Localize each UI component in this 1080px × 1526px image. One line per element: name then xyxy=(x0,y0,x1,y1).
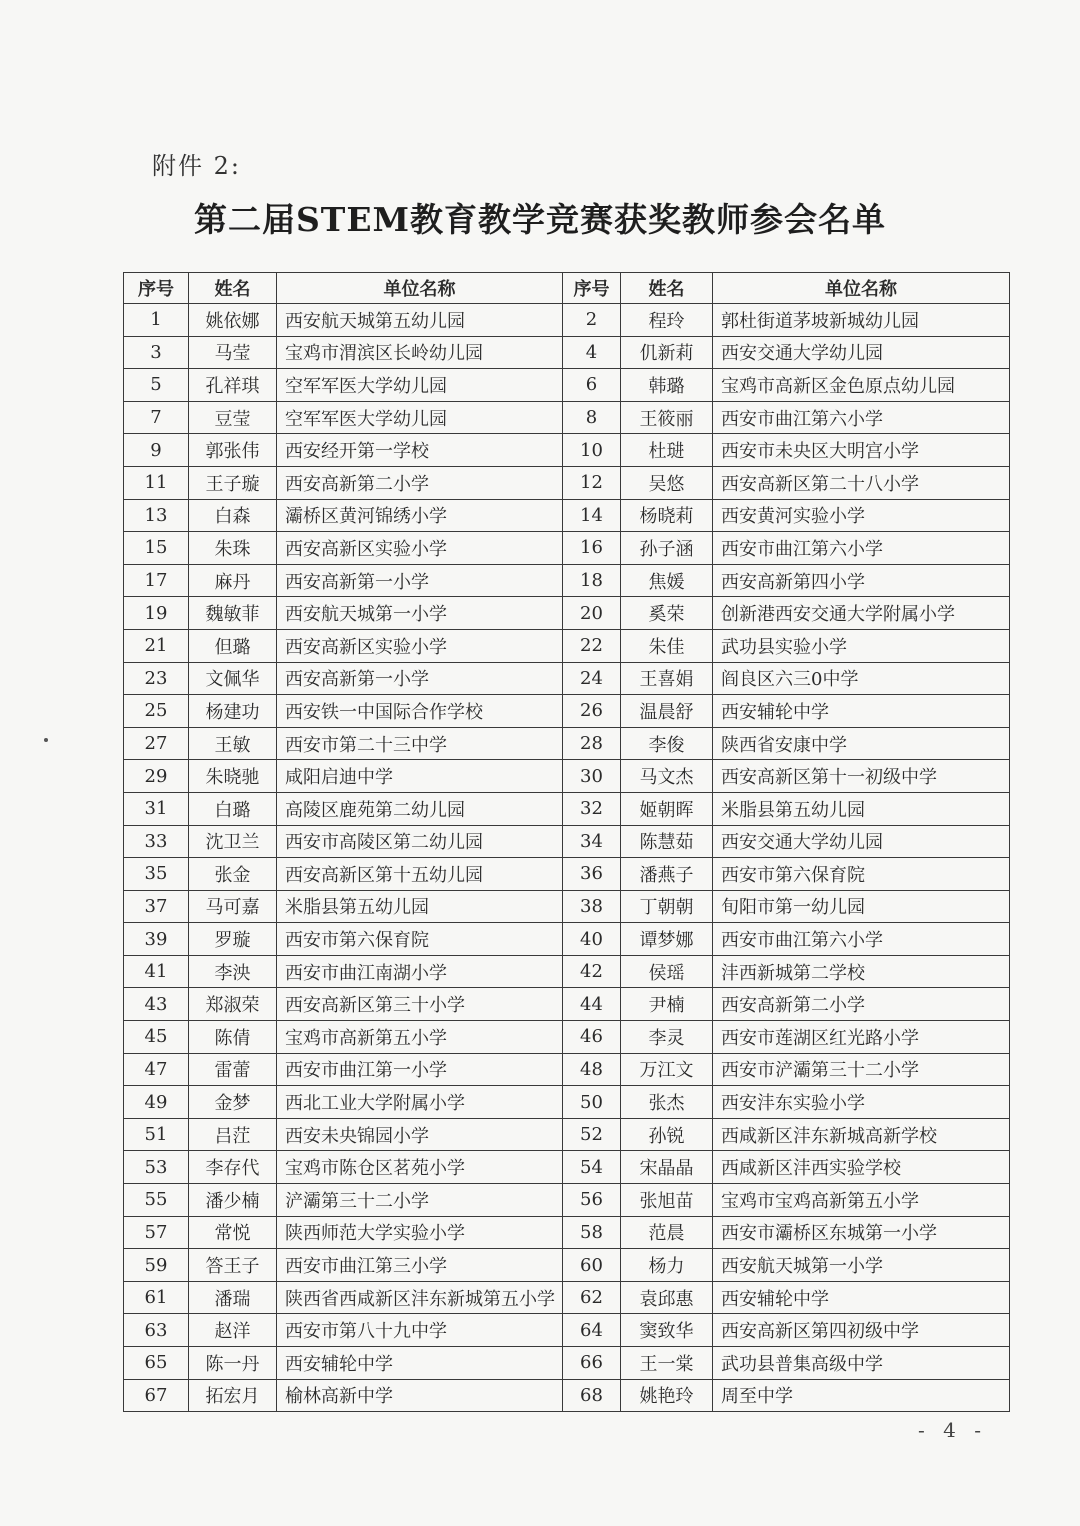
cell-name-right: 姬朝晖 xyxy=(621,792,713,825)
table-row xyxy=(124,1379,1010,1412)
cell-name-right: 焦媛 xyxy=(621,564,713,597)
cell-name-right: 朱佳 xyxy=(621,629,713,662)
cell-name-left: 陈倩 xyxy=(189,1021,277,1054)
cell-no-left: 39 xyxy=(124,923,189,956)
cell-name-left: 杨建功 xyxy=(189,695,277,728)
cell-unit-left: 宝鸡市渭滨区长岭幼儿园 xyxy=(277,336,563,369)
cell-no-right: 18 xyxy=(563,564,621,597)
cell-name-left: 郑淑荣 xyxy=(189,988,277,1021)
cell-unit-right: 武功县普集高级中学 xyxy=(713,1347,1010,1380)
cell-name-left: 拓宏月 xyxy=(189,1379,277,1412)
table-row xyxy=(124,923,1010,956)
cell-no-left: 47 xyxy=(124,1053,189,1086)
cell-unit-left: 西安高新区第三十小学 xyxy=(277,988,563,1021)
cell-no-right: 48 xyxy=(563,1053,621,1086)
cell-no-right: 68 xyxy=(563,1379,621,1412)
cell-name-left: 李泱 xyxy=(189,955,277,988)
cell-name-left: 姚依娜 xyxy=(189,304,277,337)
cell-unit-right: 西安沣东实验小学 xyxy=(713,1086,1010,1119)
cell-name-right: 王一棠 xyxy=(621,1347,713,1380)
cell-unit-left: 西安市第六保育院 xyxy=(277,923,563,956)
cell-no-right: 66 xyxy=(563,1347,621,1380)
cell-name-right: 仉新莉 xyxy=(621,336,713,369)
header-unit-right: 单位名称 xyxy=(713,273,1010,304)
attachment-label: 附件 2: xyxy=(152,152,241,180)
cell-no-left: 33 xyxy=(124,825,189,858)
cell-name-left: 白森 xyxy=(189,499,277,532)
cell-name-right: 韩璐 xyxy=(621,369,713,402)
cell-unit-left: 灞桥区黄河锦绣小学 xyxy=(277,499,563,532)
cell-unit-left: 陕西师范大学实验小学 xyxy=(277,1216,563,1249)
cell-unit-right: 西安市第六保育院 xyxy=(713,858,1010,891)
cell-unit-left: 陕西省西咸新区沣东新城第五小学 xyxy=(277,1281,563,1314)
cell-name-left: 文佩华 xyxy=(189,662,277,695)
table-row xyxy=(124,434,1010,467)
cell-unit-left: 西安高新第一小学 xyxy=(277,564,563,597)
table-row xyxy=(124,564,1010,597)
cell-no-left: 19 xyxy=(124,597,189,630)
cell-name-right: 杨晓莉 xyxy=(621,499,713,532)
cell-unit-left: 浐灞第三十二小学 xyxy=(277,1184,563,1217)
cell-unit-left: 咸阳启迪中学 xyxy=(277,760,563,793)
cell-name-left: 沈卫兰 xyxy=(189,825,277,858)
table-row xyxy=(124,1086,1010,1119)
cell-name-left: 陈一丹 xyxy=(189,1347,277,1380)
cell-no-left: 37 xyxy=(124,890,189,923)
cell-unit-left: 西安高新区实验小学 xyxy=(277,532,563,565)
cell-unit-left: 西安高新区第十五幼儿园 xyxy=(277,858,563,891)
cell-no-left: 55 xyxy=(124,1184,189,1217)
table-row xyxy=(124,532,1010,565)
cell-unit-left: 西安高新第二小学 xyxy=(277,466,563,499)
cell-no-left: 67 xyxy=(124,1379,189,1412)
cell-no-right: 8 xyxy=(563,401,621,434)
cell-no-left: 17 xyxy=(124,564,189,597)
cell-unit-left: 宝鸡市陈仓区茗苑小学 xyxy=(277,1151,563,1184)
cell-name-left: 朱晓驰 xyxy=(189,760,277,793)
cell-no-right: 20 xyxy=(563,597,621,630)
cell-no-left: 35 xyxy=(124,858,189,891)
cell-unit-right: 西咸新区沣东新城高新学校 xyxy=(713,1118,1010,1151)
cell-no-right: 34 xyxy=(563,825,621,858)
table-row xyxy=(124,629,1010,662)
cell-no-left: 1 xyxy=(124,304,189,337)
cell-unit-right: 沣西新城第二学校 xyxy=(713,955,1010,988)
table-row xyxy=(124,1151,1010,1184)
cell-no-left: 31 xyxy=(124,792,189,825)
table-row xyxy=(124,1249,1010,1282)
scan-speck xyxy=(44,738,48,742)
cell-no-right: 58 xyxy=(563,1216,621,1249)
cell-name-right: 侯瑶 xyxy=(621,955,713,988)
table-row xyxy=(124,369,1010,402)
cell-name-right: 孙锐 xyxy=(621,1118,713,1151)
cell-no-left: 41 xyxy=(124,955,189,988)
table-row xyxy=(124,466,1010,499)
cell-no-right: 36 xyxy=(563,858,621,891)
table-row xyxy=(124,1118,1010,1151)
cell-unit-right: 西安市灞桥区东城第一小学 xyxy=(713,1216,1010,1249)
cell-unit-left: 西北工业大学附属小学 xyxy=(277,1086,563,1119)
cell-unit-left: 西安市曲江第三小学 xyxy=(277,1249,563,1282)
cell-name-left: 雷蕾 xyxy=(189,1053,277,1086)
cell-name-right: 奚荣 xyxy=(621,597,713,630)
cell-no-left: 63 xyxy=(124,1314,189,1347)
cell-name-left: 马莹 xyxy=(189,336,277,369)
cell-no-left: 49 xyxy=(124,1086,189,1119)
cell-unit-right: 西安高新第二小学 xyxy=(713,988,1010,1021)
cell-name-right: 宋晶晶 xyxy=(621,1151,713,1184)
cell-no-left: 7 xyxy=(124,401,189,434)
cell-unit-right: 西安航天城第一小学 xyxy=(713,1249,1010,1282)
cell-name-left: 孔祥琪 xyxy=(189,369,277,402)
table-row xyxy=(124,304,1010,337)
table-row xyxy=(124,727,1010,760)
cell-no-left: 59 xyxy=(124,1249,189,1282)
cell-no-right: 30 xyxy=(563,760,621,793)
cell-unit-left: 西安市第二十三中学 xyxy=(277,727,563,760)
cell-name-right: 万江文 xyxy=(621,1053,713,1086)
cell-unit-right: 西安辅轮中学 xyxy=(713,1281,1010,1314)
header-no-left: 序号 xyxy=(124,273,189,304)
cell-unit-left: 西安航天城第五幼儿园 xyxy=(277,304,563,337)
cell-name-right: 潘燕子 xyxy=(621,858,713,891)
cell-unit-left: 西安市高陵区第二幼儿园 xyxy=(277,825,563,858)
cell-unit-right: 阎良区六三0中学 xyxy=(713,662,1010,695)
cell-name-right: 程玲 xyxy=(621,304,713,337)
cell-name-left: 马可嘉 xyxy=(189,890,277,923)
cell-name-left: 答王子 xyxy=(189,1249,277,1282)
cell-name-right: 范晨 xyxy=(621,1216,713,1249)
cell-name-right: 孙子涵 xyxy=(621,532,713,565)
cell-unit-right: 西安市莲湖区红光路小学 xyxy=(713,1021,1010,1054)
cell-no-right: 60 xyxy=(563,1249,621,1282)
cell-unit-left: 西安市曲江南湖小学 xyxy=(277,955,563,988)
cell-unit-right: 旬阳市第一幼儿园 xyxy=(713,890,1010,923)
cell-no-left: 9 xyxy=(124,434,189,467)
table-row xyxy=(124,792,1010,825)
cell-unit-left: 西安辅轮中学 xyxy=(277,1347,563,1380)
roster-body xyxy=(124,304,1010,1412)
cell-no-right: 28 xyxy=(563,727,621,760)
cell-no-left: 15 xyxy=(124,532,189,565)
cell-name-left: 李存代 xyxy=(189,1151,277,1184)
cell-unit-left: 空军军医大学幼儿园 xyxy=(277,401,563,434)
cell-no-right: 50 xyxy=(563,1086,621,1119)
cell-unit-left: 西安高新第一小学 xyxy=(277,662,563,695)
cell-unit-left: 米脂县第五幼儿园 xyxy=(277,890,563,923)
cell-unit-left: 西安未央锦园小学 xyxy=(277,1118,563,1151)
cell-unit-right: 西安高新区第十一初级中学 xyxy=(713,760,1010,793)
cell-unit-right: 西安高新区第二十八小学 xyxy=(713,466,1010,499)
cell-name-right: 李俊 xyxy=(621,727,713,760)
cell-no-right: 32 xyxy=(563,792,621,825)
table-row xyxy=(124,695,1010,728)
table-row xyxy=(124,1314,1010,1347)
cell-unit-right: 武功县实验小学 xyxy=(713,629,1010,662)
cell-no-right: 14 xyxy=(563,499,621,532)
cell-name-right: 杨力 xyxy=(621,1249,713,1282)
cell-unit-right: 西安交通大学幼儿园 xyxy=(713,825,1010,858)
document-title: 第二届STEM教育教学竞赛获奖教师参会名单 xyxy=(193,200,887,239)
header-no-right: 序号 xyxy=(563,273,621,304)
cell-no-right: 38 xyxy=(563,890,621,923)
cell-unit-right: 西咸新区沣西实验学校 xyxy=(713,1151,1010,1184)
cell-unit-left: 宝鸡市高新第五小学 xyxy=(277,1021,563,1054)
table-row xyxy=(124,1281,1010,1314)
table-row xyxy=(124,955,1010,988)
cell-unit-left: 西安市曲江第一小学 xyxy=(277,1053,563,1086)
cell-unit-left: 高陵区鹿苑第二幼儿园 xyxy=(277,792,563,825)
cell-name-left: 常悦 xyxy=(189,1216,277,1249)
cell-unit-right: 郭杜街道茅坡新城幼儿园 xyxy=(713,304,1010,337)
cell-unit-left: 西安航天城第一小学 xyxy=(277,597,563,630)
cell-name-right: 李灵 xyxy=(621,1021,713,1054)
cell-name-right: 姚艳玲 xyxy=(621,1379,713,1412)
cell-no-left: 3 xyxy=(124,336,189,369)
cell-name-left: 金梦 xyxy=(189,1086,277,1119)
cell-no-right: 2 xyxy=(563,304,621,337)
cell-no-right: 6 xyxy=(563,369,621,402)
cell-no-right: 12 xyxy=(563,466,621,499)
cell-unit-left: 空军军医大学幼儿园 xyxy=(277,369,563,402)
cell-unit-right: 西安市曲江第六小学 xyxy=(713,923,1010,956)
cell-no-left: 13 xyxy=(124,499,189,532)
cell-no-right: 22 xyxy=(563,629,621,662)
cell-no-left: 53 xyxy=(124,1151,189,1184)
cell-unit-right: 西安交通大学幼儿园 xyxy=(713,336,1010,369)
cell-no-right: 52 xyxy=(563,1118,621,1151)
table-row xyxy=(124,825,1010,858)
cell-no-right: 54 xyxy=(563,1151,621,1184)
cell-unit-right: 西安市未央区大明宫小学 xyxy=(713,434,1010,467)
cell-name-left: 但璐 xyxy=(189,629,277,662)
cell-unit-right: 西安市浐灞第三十二小学 xyxy=(713,1053,1010,1086)
cell-name-left: 王敏 xyxy=(189,727,277,760)
cell-unit-right: 宝鸡市宝鸡高新第五小学 xyxy=(713,1184,1010,1217)
cell-unit-left: 西安高新区实验小学 xyxy=(277,629,563,662)
cell-name-right: 丁朝朝 xyxy=(621,890,713,923)
cell-no-left: 23 xyxy=(124,662,189,695)
header-name-right: 姓名 xyxy=(621,273,713,304)
table-row xyxy=(124,988,1010,1021)
cell-no-right: 4 xyxy=(563,336,621,369)
header-name-left: 姓名 xyxy=(189,273,277,304)
cell-unit-right: 西安黄河实验小学 xyxy=(713,499,1010,532)
cell-no-left: 43 xyxy=(124,988,189,1021)
cell-no-right: 56 xyxy=(563,1184,621,1217)
page-number: - 4 - xyxy=(918,1418,987,1442)
cell-name-right: 陈慧茹 xyxy=(621,825,713,858)
cell-unit-right: 西安辅轮中学 xyxy=(713,695,1010,728)
table-row xyxy=(124,760,1010,793)
cell-no-left: 29 xyxy=(124,760,189,793)
table-header-row xyxy=(124,273,1010,304)
cell-no-right: 62 xyxy=(563,1281,621,1314)
cell-name-right: 温晨舒 xyxy=(621,695,713,728)
table-row xyxy=(124,1053,1010,1086)
cell-no-right: 26 xyxy=(563,695,621,728)
cell-name-right: 王喜娟 xyxy=(621,662,713,695)
table-row xyxy=(124,597,1010,630)
cell-no-left: 11 xyxy=(124,466,189,499)
cell-name-right: 杜琎 xyxy=(621,434,713,467)
cell-unit-right: 周至中学 xyxy=(713,1379,1010,1412)
table-row xyxy=(124,1021,1010,1054)
cell-unit-right: 西安高新第四小学 xyxy=(713,564,1010,597)
table-row xyxy=(124,1347,1010,1380)
cell-name-right: 王筱丽 xyxy=(621,401,713,434)
cell-no-left: 21 xyxy=(124,629,189,662)
cell-no-right: 46 xyxy=(563,1021,621,1054)
cell-no-left: 61 xyxy=(124,1281,189,1314)
cell-unit-right: 西安市曲江第六小学 xyxy=(713,401,1010,434)
cell-name-right: 谭梦娜 xyxy=(621,923,713,956)
cell-name-right: 张杰 xyxy=(621,1086,713,1119)
cell-name-right: 袁邱惠 xyxy=(621,1281,713,1314)
cell-name-left: 朱珠 xyxy=(189,532,277,565)
cell-no-right: 24 xyxy=(563,662,621,695)
cell-name-left: 张金 xyxy=(189,858,277,891)
cell-name-left: 白璐 xyxy=(189,792,277,825)
cell-unit-left: 西安市第八十九中学 xyxy=(277,1314,563,1347)
cell-no-right: 64 xyxy=(563,1314,621,1347)
cell-no-left: 5 xyxy=(124,369,189,402)
cell-no-right: 16 xyxy=(563,532,621,565)
cell-name-left: 吕茳 xyxy=(189,1118,277,1151)
cell-no-left: 51 xyxy=(124,1118,189,1151)
cell-name-right: 吴悠 xyxy=(621,466,713,499)
table-row xyxy=(124,890,1010,923)
roster-table xyxy=(123,272,1010,1412)
table-row xyxy=(124,401,1010,434)
cell-no-left: 57 xyxy=(124,1216,189,1249)
cell-name-left: 麻丹 xyxy=(189,564,277,597)
cell-name-left: 罗璇 xyxy=(189,923,277,956)
cell-no-left: 45 xyxy=(124,1021,189,1054)
table-row xyxy=(124,1184,1010,1217)
cell-name-left: 郭张伟 xyxy=(189,434,277,467)
cell-unit-left: 西安经开第一学校 xyxy=(277,434,563,467)
cell-name-right: 马文杰 xyxy=(621,760,713,793)
cell-no-right: 40 xyxy=(563,923,621,956)
cell-unit-right: 宝鸡市高新区金色原点幼儿园 xyxy=(713,369,1010,402)
cell-no-left: 27 xyxy=(124,727,189,760)
cell-unit-right: 创新港西安交通大学附属小学 xyxy=(713,597,1010,630)
cell-unit-right: 米脂县第五幼儿园 xyxy=(713,792,1010,825)
cell-name-left: 赵洋 xyxy=(189,1314,277,1347)
cell-name-left: 魏敏菲 xyxy=(189,597,277,630)
table-row xyxy=(124,499,1010,532)
cell-name-left: 潘瑞 xyxy=(189,1281,277,1314)
header-unit-left: 单位名称 xyxy=(277,273,563,304)
table-row xyxy=(124,336,1010,369)
cell-name-left: 王子璇 xyxy=(189,466,277,499)
table-row xyxy=(124,1216,1010,1249)
cell-no-left: 65 xyxy=(124,1347,189,1380)
table-row xyxy=(124,858,1010,891)
cell-unit-right: 陕西省安康中学 xyxy=(713,727,1010,760)
cell-name-right: 窦致华 xyxy=(621,1314,713,1347)
cell-no-right: 44 xyxy=(563,988,621,1021)
cell-name-left: 豆莹 xyxy=(189,401,277,434)
cell-unit-right: 西安市曲江第六小学 xyxy=(713,532,1010,565)
cell-unit-right: 西安高新区第四初级中学 xyxy=(713,1314,1010,1347)
table-row xyxy=(124,662,1010,695)
cell-no-right: 42 xyxy=(563,955,621,988)
cell-name-right: 尹楠 xyxy=(621,988,713,1021)
cell-no-left: 25 xyxy=(124,695,189,728)
cell-name-right: 张旭苗 xyxy=(621,1184,713,1217)
cell-unit-left: 榆林高新中学 xyxy=(277,1379,563,1412)
cell-unit-left: 西安铁一中国际合作学校 xyxy=(277,695,563,728)
cell-no-right: 10 xyxy=(563,434,621,467)
cell-name-left: 潘少楠 xyxy=(189,1184,277,1217)
